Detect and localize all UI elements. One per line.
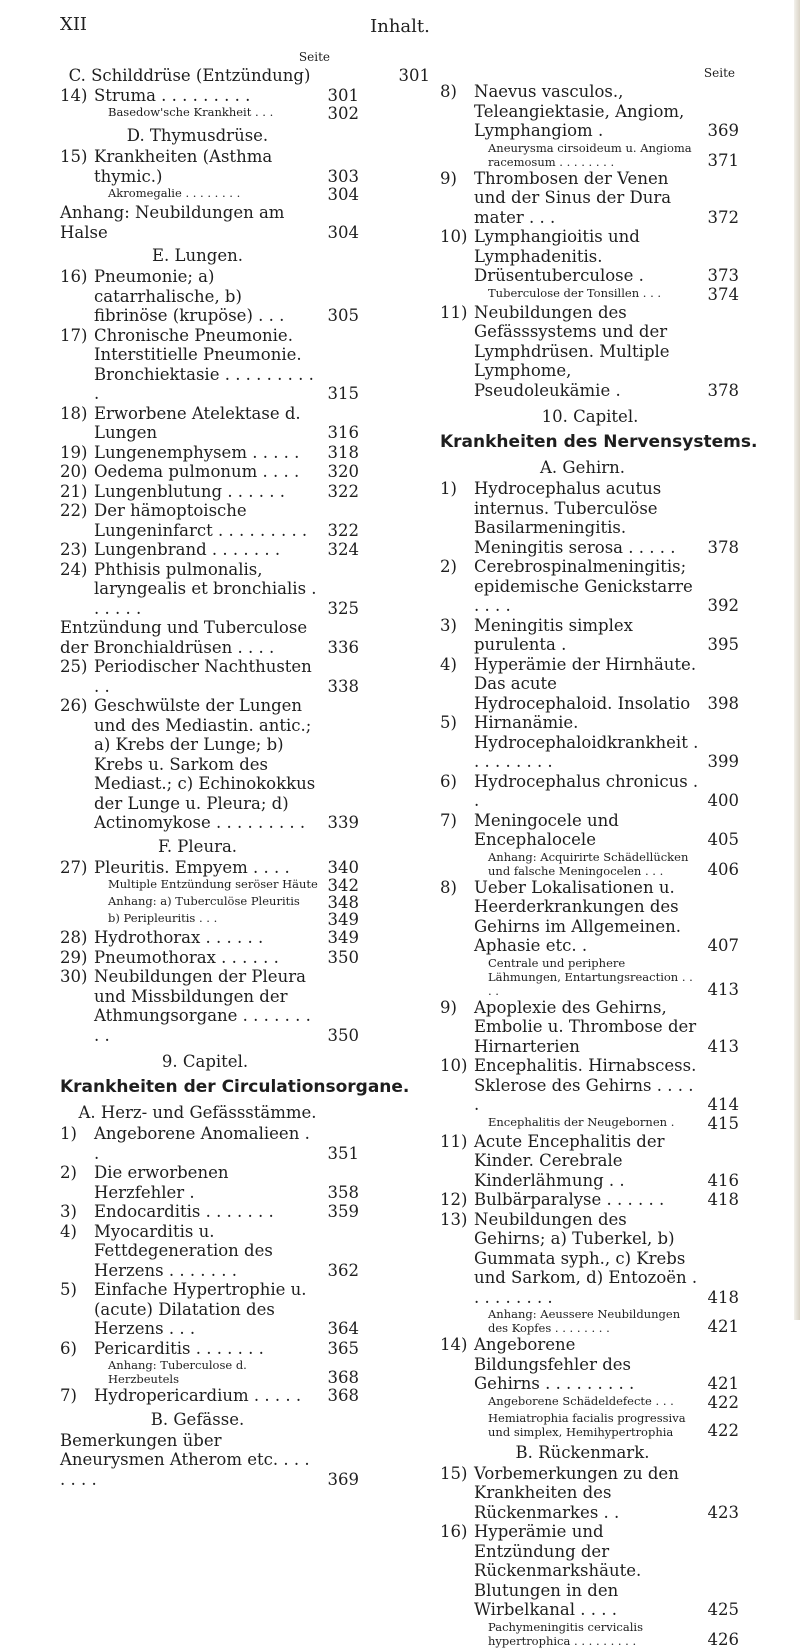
entry-number: 8) bbox=[440, 877, 457, 897]
page-ref: 368 bbox=[327, 1368, 359, 1387]
toc-entry bbox=[60, 696, 430, 833]
entry-title: Krankheiten (Asthma thymic.) bbox=[94, 147, 273, 186]
entry-number: 11) bbox=[440, 302, 468, 322]
entry-number: 17) bbox=[60, 325, 88, 345]
entry-title: Bulbärparalyse . . . . . . bbox=[474, 1190, 665, 1209]
page-ref: 407 bbox=[707, 936, 739, 955]
entry-title: Der hämoptoische Lungeninfarct . . . . . . . . . bbox=[94, 501, 308, 540]
page-ref: 302 bbox=[327, 104, 359, 123]
entry-title: Lymphangioitis und Lymphadenitis. Drüsentuberculose . bbox=[474, 227, 644, 285]
entry-title: Cerebrospinalmeningitis; epidemische Genickstarre . . . . bbox=[474, 557, 693, 615]
page-ref: 368 bbox=[327, 1386, 359, 1405]
entry-number: 24) bbox=[60, 559, 88, 579]
entry-number: 1) bbox=[60, 1124, 77, 1143]
entry-indent bbox=[440, 1394, 474, 1411]
entry-title: Anhang: Tuberculose d. Herzbeutels bbox=[108, 1358, 247, 1386]
entry-title: Pleuritis. Empyem . . . . bbox=[94, 857, 290, 877]
page-ref: 315 bbox=[327, 384, 359, 403]
entry-indent bbox=[60, 186, 94, 203]
entry-number: 22) bbox=[60, 501, 88, 520]
toc-entry bbox=[60, 1431, 430, 1490]
entry-title: Neubildungen der Pleura und Missbildungen der Athmungsorgane . . . . . . . . . bbox=[94, 967, 311, 1045]
entry-number: 15) bbox=[440, 1463, 468, 1483]
page-ref: 364 bbox=[327, 1319, 359, 1338]
entry-title: Angeborene Anomalieen . . bbox=[94, 1124, 310, 1163]
toc-subentry bbox=[60, 186, 430, 203]
page-ref: 349 bbox=[327, 928, 359, 947]
entry-title: Aneurysma cirsoideum u. Angioma racemosum . . . . . . . . bbox=[488, 140, 692, 169]
entry-title: Hydropericardium . . . . . bbox=[94, 1386, 302, 1405]
toc-entry bbox=[440, 557, 800, 616]
entry-number: 15) bbox=[60, 147, 88, 166]
page-ref: 365 bbox=[327, 1338, 359, 1358]
toc-subentry bbox=[440, 1411, 800, 1439]
entry-indent bbox=[440, 141, 474, 169]
section-heading: F. Pleura. bbox=[157, 836, 238, 856]
entry-number: 25) bbox=[60, 657, 88, 676]
page-ref: 373 bbox=[707, 266, 739, 285]
toc-entry bbox=[440, 1190, 800, 1210]
entry-number: 4) bbox=[60, 1221, 77, 1241]
entry-title: Naevus vasculos., Teleangiektasie, Angiom, Lymphangiom . bbox=[474, 82, 685, 140]
toc-entry bbox=[440, 1335, 800, 1394]
page-ref: 350 bbox=[327, 1025, 359, 1045]
toc-entry bbox=[440, 811, 800, 850]
entry-title: Chronische Pneumonie. Interstitielle Pneumonie. Bronchiektasie . . . . . . . . . . bbox=[94, 325, 314, 403]
entry-number: 30) bbox=[60, 967, 88, 986]
entry-indent bbox=[440, 1411, 474, 1439]
entry-number: 23) bbox=[60, 540, 88, 559]
toc-entry bbox=[440, 772, 800, 811]
right-column bbox=[440, 50, 800, 1648]
page-ref: 350 bbox=[327, 947, 359, 967]
section-heading: E. Lungen. bbox=[152, 246, 243, 265]
page-ref: 400 bbox=[707, 791, 739, 810]
entry-number: 18) bbox=[60, 403, 88, 423]
entry-title: Hyperämie der Hirnhäute. Das acute Hydrocephaloid. Insolatio bbox=[474, 654, 697, 713]
toc-subentry bbox=[60, 105, 430, 122]
entry-title: Lungenblutung . . . . . . bbox=[94, 481, 286, 501]
entry-number: 6) bbox=[440, 771, 457, 791]
page-ref: 416 bbox=[707, 1170, 739, 1190]
entry-number: 14) bbox=[60, 85, 88, 105]
page-ref: 342 bbox=[327, 876, 359, 895]
page-ref: 426 bbox=[707, 1629, 739, 1649]
page-ref: 399 bbox=[707, 752, 739, 771]
page-ref: 372 bbox=[707, 207, 739, 227]
seite-label: Seite bbox=[703, 66, 735, 80]
page-ref: 322 bbox=[327, 520, 359, 540]
toc-entry bbox=[440, 1464, 800, 1523]
entry-title: Phthisis pulmonalis, laryngealis et bronchialis . . . . . . bbox=[94, 559, 317, 618]
toc-entry bbox=[60, 1386, 430, 1406]
page-ref: 351 bbox=[327, 1143, 359, 1163]
toc-entry bbox=[60, 326, 430, 404]
entry-number: 19) bbox=[60, 442, 88, 462]
entry-number: 16) bbox=[60, 267, 88, 286]
entry-indent bbox=[440, 286, 474, 303]
page-ref: 305 bbox=[327, 306, 359, 325]
page-ref: 422 bbox=[707, 1420, 739, 1440]
entry-number: 7) bbox=[60, 1386, 77, 1405]
page-ref: 425 bbox=[707, 1600, 739, 1619]
toc-entry bbox=[60, 560, 430, 619]
toc-entry bbox=[60, 404, 430, 443]
toc-entry bbox=[60, 462, 430, 482]
toc-entry bbox=[60, 967, 430, 1045]
chapter-number: 9. Capitel. bbox=[161, 1052, 249, 1071]
toc-entry bbox=[60, 443, 430, 463]
entry-indent bbox=[440, 850, 474, 878]
toc-subentry bbox=[440, 1115, 800, 1132]
page-edge bbox=[794, 0, 800, 1320]
toc-entry bbox=[60, 501, 430, 540]
entry-title: Oedema pulmonum . . . . bbox=[94, 462, 300, 481]
entry-title: Einfache Hypertrophie u. (acute) Dilatation des Herzens . . . bbox=[94, 1280, 307, 1338]
toc-subentry bbox=[60, 911, 430, 928]
entry-title: Neubildungen des Gehirns; a) Tuberkel, b) Gummata syph., c) Krebs und Sarkom, d) Entozoën . . . . . . . . . bbox=[474, 1209, 698, 1307]
entry-number: 2) bbox=[440, 557, 457, 576]
entry-number: 8) bbox=[440, 82, 457, 101]
toc-entry bbox=[440, 1522, 800, 1620]
toc-subentry bbox=[440, 141, 800, 169]
page-ref: 405 bbox=[707, 830, 739, 849]
entry-title: Encephalitis der Neugebornen . bbox=[488, 1114, 675, 1129]
entry-title: Hydrocephalus chronicus . . bbox=[474, 771, 699, 810]
entry-number: 12) bbox=[440, 1190, 468, 1209]
page-ref: 339 bbox=[327, 813, 359, 832]
toc-heading-entry bbox=[60, 66, 430, 86]
toc-entry bbox=[440, 82, 800, 141]
entry-title: Bemerkungen über Aneurysmen Atherom etc. . . . . . . . bbox=[60, 1430, 310, 1489]
toc-entry bbox=[60, 1280, 430, 1339]
entry-title: Hirnanämie. Hydrocephaloidkrankheit . . . . . . . . . bbox=[474, 713, 699, 771]
page-number: XII bbox=[60, 14, 88, 35]
entry-title: Meningocele und Encephalocele bbox=[474, 810, 619, 849]
entry-indent bbox=[440, 956, 474, 998]
entry-number: 9) bbox=[440, 168, 457, 188]
toc-entry bbox=[440, 1056, 800, 1115]
entry-title: Hyperämie und Entzündung der Rückenmarkshäute. Blutungen in den Wirbelkanal . . . . bbox=[474, 1522, 642, 1619]
entry-title: Entzündung und Tuberculose der Bronchialdrüsen . . . . bbox=[60, 618, 308, 657]
entry-title: Die erworbenen Herzfehler . bbox=[94, 1163, 229, 1202]
entry-number: 16) bbox=[440, 1522, 468, 1541]
toc-entry bbox=[60, 1124, 430, 1163]
page-ref: 304 bbox=[327, 222, 359, 242]
chapter-number: 10. Capitel. bbox=[541, 407, 639, 426]
toc-entry bbox=[440, 1210, 800, 1308]
entry-number: 10) bbox=[440, 227, 468, 246]
toc-entry bbox=[440, 878, 800, 956]
section-heading: B. Gefässe. bbox=[150, 1409, 245, 1429]
chapter-title: Krankheiten der Circulationsorgane. bbox=[60, 1077, 410, 1097]
page-ref: 398 bbox=[707, 693, 739, 713]
page-ref: 392 bbox=[707, 596, 739, 615]
entry-number: 13) bbox=[440, 1209, 468, 1229]
toc-entry bbox=[60, 1222, 430, 1281]
entry-title: Lungenemphysem . . . . . bbox=[94, 442, 300, 462]
page-ref: 421 bbox=[707, 1317, 739, 1336]
toc-entry bbox=[60, 618, 430, 657]
page-ref: 414 bbox=[707, 1095, 739, 1114]
seite-label: Seite bbox=[298, 50, 330, 64]
entry-number: 26) bbox=[60, 696, 88, 715]
page-ref: 301 bbox=[327, 85, 359, 105]
page-ref: 322 bbox=[327, 481, 359, 501]
entry-title: Thrombosen der Venen und der Sinus der Dura mater . . . bbox=[474, 168, 672, 227]
page-ref: 359 bbox=[327, 1202, 359, 1221]
entry-title: Meningitis simplex purulenta . bbox=[474, 615, 633, 654]
page-ref: 413 bbox=[707, 1036, 739, 1056]
entry-number: 20) bbox=[60, 462, 88, 481]
page-ref: 304 bbox=[327, 185, 359, 204]
entry-title: Pachymeningitis cervicalis hypertrophica . . . . . . . . . bbox=[488, 1619, 643, 1648]
toc-entry bbox=[60, 657, 430, 696]
toc-entry bbox=[440, 303, 800, 401]
entry-number: 9) bbox=[440, 997, 457, 1017]
toc-entry bbox=[60, 482, 430, 502]
page-ref: 369 bbox=[707, 121, 739, 140]
entry-title: Pneumothorax . . . . . . bbox=[94, 947, 279, 967]
toc-subentry bbox=[440, 1307, 800, 1335]
entry-title: Neubildungen des Gefässsystems und der Lymphdrüsen. Multiple Lymphome, Pseudoleukämie . bbox=[474, 302, 670, 400]
entry-title: Pericarditis . . . . . . . bbox=[94, 1338, 264, 1358]
toc-entry bbox=[60, 1339, 430, 1359]
entry-title: Hydrocephalus acutus internus. Tuberculöse Basilarmeningitis. Meningitis serosa . . . . . bbox=[474, 479, 676, 557]
entry-number: 27) bbox=[60, 857, 88, 877]
entry-title: Apoplexie des Gehirns, Embolie u. Thrombose der Hirnarterien bbox=[474, 997, 697, 1056]
entry-title: Anhang: Acquirirte Schädellücken und falsche Meningocelen . . . bbox=[488, 849, 689, 878]
toc-entry bbox=[440, 998, 800, 1057]
page-ref: 413 bbox=[707, 979, 739, 999]
toc-entry bbox=[440, 169, 800, 228]
toc-entry bbox=[60, 267, 430, 326]
entry-title: Pneumonie; a) catarrhalische, b) fibrinöse (krupöse) . . . bbox=[94, 267, 285, 325]
page-ref: 301 bbox=[398, 66, 430, 85]
entry-number: 6) bbox=[60, 1338, 77, 1358]
entry-title: Vorbemerkungen zu den Krankheiten des Rückenmarkes . . bbox=[474, 1463, 679, 1522]
toc-entry bbox=[440, 616, 800, 655]
entry-title: Akromegalie . . . . . . . . bbox=[108, 186, 241, 200]
toc-subentry bbox=[60, 877, 430, 894]
entry-title: b) Peripleuritis . . . bbox=[108, 911, 218, 925]
entry-title: Anhang: a) Tuberculöse Pleuritis bbox=[108, 894, 300, 908]
entry-number: 11) bbox=[440, 1131, 468, 1151]
entry-number: 29) bbox=[60, 947, 88, 967]
page-ref: 318 bbox=[327, 442, 359, 462]
toc-subentry bbox=[60, 1358, 430, 1386]
page-ref: 378 bbox=[707, 537, 739, 557]
entry-title: Angeborene Bildungsfehler des Gehirns . . . . . . . . . bbox=[474, 1335, 635, 1393]
page-ref: 369 bbox=[327, 1469, 359, 1489]
toc-entry bbox=[440, 479, 800, 557]
section-heading: A. Gehirn. bbox=[539, 458, 625, 477]
entry-number: 10) bbox=[440, 1056, 468, 1075]
page-ref: 303 bbox=[327, 166, 359, 186]
section-heading: C. Schilddrüse (Entzündung) bbox=[68, 66, 311, 85]
entry-indent bbox=[60, 1358, 94, 1386]
page-ref: 362 bbox=[327, 1260, 359, 1280]
page-ref: 349 bbox=[327, 910, 359, 929]
page-ref: 421 bbox=[707, 1374, 739, 1393]
entry-title: Hydrothorax . . . . . . bbox=[94, 928, 264, 947]
entry-indent bbox=[440, 1115, 474, 1132]
page-ref: 418 bbox=[707, 1190, 739, 1209]
running-title: Inhalt. bbox=[370, 16, 430, 37]
entry-title: Erworbene Atelektase d. Lungen bbox=[94, 403, 301, 442]
page-ref: 371 bbox=[707, 150, 739, 170]
page-ref: 395 bbox=[707, 635, 739, 654]
entry-indent bbox=[60, 105, 94, 122]
entry-number: 2) bbox=[60, 1163, 77, 1182]
entry-title: Centrale und periphere Lähmungen, Entartungsreaction . . . . bbox=[488, 955, 693, 998]
entry-number: 5) bbox=[60, 1280, 77, 1299]
entry-title: Ueber Lokalisationen u. Heerderkrankungen des Gehirns im Allgemeinen. Aphasie etc. . bbox=[474, 877, 681, 955]
entry-title: Periodischer Nachthusten . . bbox=[94, 657, 312, 696]
page-ref: 406 bbox=[707, 859, 739, 879]
section-heading: A. Herz- und Gefässstämme. bbox=[78, 1103, 317, 1122]
entry-number: 28) bbox=[60, 928, 88, 947]
page-ref: 415 bbox=[707, 1113, 739, 1133]
entry-number: 21) bbox=[60, 481, 88, 501]
toc-entry bbox=[60, 86, 430, 106]
toc-entry bbox=[60, 948, 430, 968]
toc-list-left bbox=[60, 66, 430, 1489]
entry-title: Basedow'sche Krankheit . . . bbox=[108, 105, 274, 119]
entry-number: 7) bbox=[440, 810, 457, 830]
page-ref: 320 bbox=[327, 462, 359, 481]
page-ref: 336 bbox=[327, 637, 359, 657]
toc-list-right bbox=[440, 82, 800, 1648]
toc-subentry bbox=[440, 850, 800, 878]
toc-entry bbox=[440, 713, 800, 772]
entry-title: Geschwülste der Lungen und des Mediastin. antic.; a) Krebs der Lunge; b) Krebs u. Sarkom des Mediast.; c) Echinokokkus der Lunge u. Pleura; d) Actinomykose . . . . . . . . . bbox=[94, 696, 316, 832]
section-heading: B. Rückenmark. bbox=[515, 1442, 650, 1462]
toc-subentry bbox=[440, 286, 800, 303]
entry-title: Hemiatrophia facialis progressiva und simplex, Hemihypertrophia bbox=[488, 1410, 686, 1439]
page-ref: 378 bbox=[707, 380, 739, 400]
entry-number: 5) bbox=[440, 713, 457, 732]
entry-number: 14) bbox=[440, 1335, 468, 1354]
page-ref: 340 bbox=[327, 857, 359, 877]
toc-entry bbox=[440, 655, 800, 714]
toc-entry bbox=[60, 147, 430, 186]
page-ref: 316 bbox=[327, 423, 359, 442]
entry-number: 4) bbox=[440, 654, 457, 674]
page-ref: 374 bbox=[707, 284, 739, 304]
entry-indent bbox=[440, 1307, 474, 1335]
page-ref: 423 bbox=[707, 1502, 739, 1522]
toc-subentry bbox=[60, 894, 430, 911]
left-column bbox=[60, 50, 430, 1489]
page-ref: 338 bbox=[327, 676, 359, 696]
entry-title: Angeborene Schädeldefecte . . . bbox=[488, 1393, 674, 1408]
entry-indent bbox=[60, 894, 94, 911]
toc-subentry bbox=[440, 956, 800, 998]
toc-entry bbox=[60, 1163, 430, 1202]
entry-number: 3) bbox=[60, 1202, 77, 1221]
toc-subentry bbox=[440, 1394, 800, 1411]
entry-title: Struma . . . . . . . . . bbox=[94, 85, 251, 105]
entry-number: 3) bbox=[440, 615, 457, 635]
page-ref: 418 bbox=[707, 1287, 739, 1307]
entry-title: Lungenbrand . . . . . . . bbox=[94, 540, 281, 559]
toc-entry bbox=[60, 928, 430, 948]
toc-entry bbox=[440, 1132, 800, 1191]
toc-subentry bbox=[440, 1620, 800, 1648]
toc-entry bbox=[440, 227, 800, 286]
section-heading: D. Thymusdrüse. bbox=[126, 126, 269, 145]
page-ref: 422 bbox=[707, 1392, 739, 1412]
entry-title: Anhang: Aeussere Neubildungen des Kopfes . . . . . . . . bbox=[488, 1307, 681, 1335]
page-ref: 324 bbox=[327, 540, 359, 559]
toc-entry bbox=[60, 858, 430, 878]
entry-title: Encephalitis. Hirnabscess. Sklerose des Gehirns . . . . . bbox=[474, 1056, 697, 1114]
entry-title: Endocarditis . . . . . . . bbox=[94, 1202, 274, 1221]
entry-indent bbox=[60, 877, 94, 894]
page-ref: 348 bbox=[327, 893, 359, 912]
chapter-title: Krankheiten des Nervensystems. bbox=[440, 432, 758, 452]
entry-title: Acute Encephalitis der Kinder. Cerebrale Kinderlähmung . . bbox=[474, 1131, 665, 1190]
toc-entry bbox=[60, 540, 430, 560]
entry-title: Tuberculose der Tonsillen . . . bbox=[488, 285, 662, 300]
entry-title: Anhang: Neubildungen am Halse bbox=[60, 203, 285, 242]
entry-number: 1) bbox=[440, 479, 457, 498]
entry-indent bbox=[440, 1620, 474, 1648]
entry-title: Myocarditis u. Fettdegeneration des Herzens . . . . . . . bbox=[94, 1221, 273, 1280]
toc-entry bbox=[60, 203, 430, 242]
toc-entry bbox=[60, 1202, 430, 1222]
page-ref: 325 bbox=[327, 598, 359, 618]
entry-title: Multiple Entzündung seröser Häute bbox=[108, 877, 318, 891]
page-ref: 358 bbox=[327, 1182, 359, 1202]
entry-indent bbox=[60, 911, 94, 928]
